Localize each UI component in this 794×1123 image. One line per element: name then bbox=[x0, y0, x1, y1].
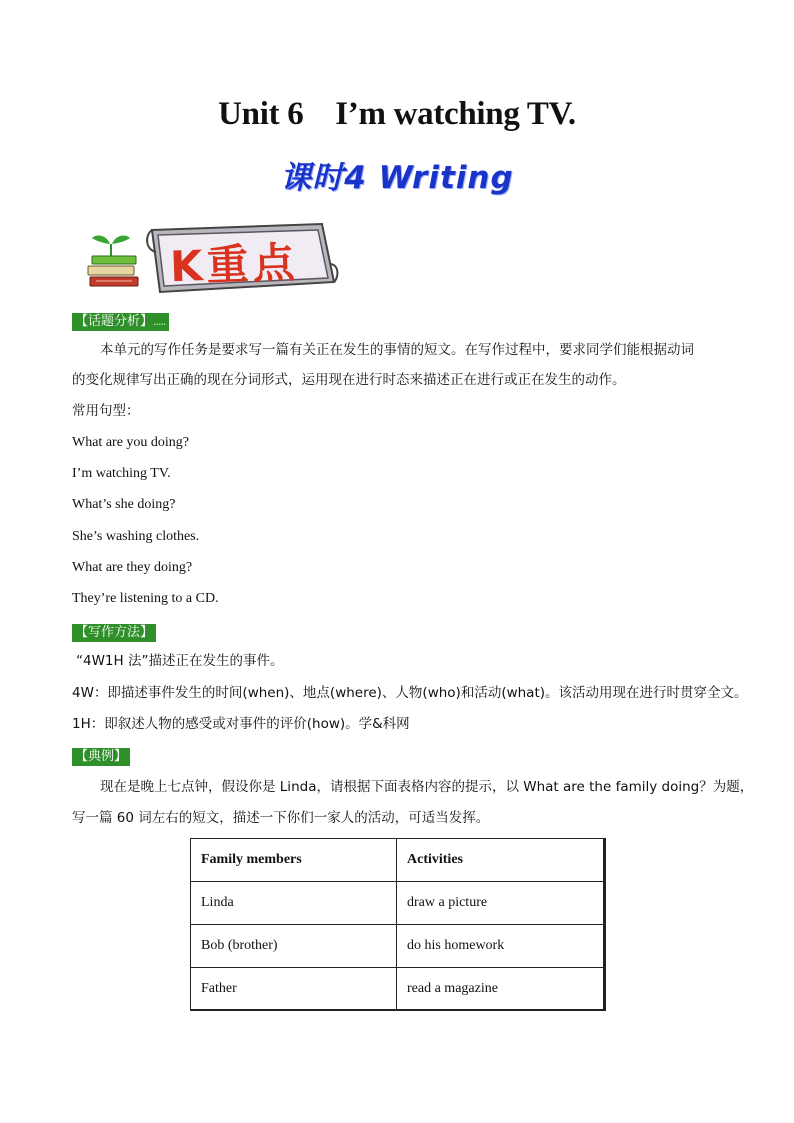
section-topic-analysis-tag bbox=[72, 310, 169, 331]
table-cell: do his homework bbox=[397, 925, 604, 968]
pattern-sentence: What are you doing? bbox=[72, 435, 190, 450]
method-line: 4W：即描述事件发生的时间(when)、地点(where)、人物(who)和活动(what)。该活动用现在进行时贯穿全文。 bbox=[72, 685, 748, 701]
pattern-sentence: What are they doing? bbox=[72, 560, 193, 575]
table-shadow bbox=[190, 1009, 606, 1011]
table-cell: Bob (brother) bbox=[191, 925, 397, 968]
table-header-cell: Family members bbox=[191, 839, 397, 882]
pattern-sentence: I’m watching TV. bbox=[72, 466, 171, 481]
page-title: Unit 6 I’m watching TV. bbox=[218, 96, 576, 132]
family-activities-table bbox=[190, 838, 604, 1011]
table-cell: Linda bbox=[191, 882, 397, 925]
pattern-sentence: They’re listening to a CD. bbox=[72, 591, 219, 606]
table-cell: Father bbox=[191, 968, 397, 1011]
section-writing-method-tag bbox=[72, 621, 156, 642]
table-shadow bbox=[603, 838, 606, 1011]
method-line: 1H：即叙述人物的感受或对事件的评价(how)。学&科网 bbox=[72, 716, 410, 732]
paragraph-line: 的变化规律写出正确的现在分词形式，运用现在进行时态来描述正在进行或正在发生的动作。 bbox=[72, 372, 626, 388]
table-row bbox=[191, 968, 604, 1011]
table-row bbox=[191, 925, 604, 968]
section-example-tag bbox=[72, 745, 130, 766]
table-header-cell: Activities bbox=[397, 839, 604, 882]
example-prompt-line: 现在是晚上七点钟，假设你是 Linda，请根据下面表格内容的提示，以 What are the family doing？为题， bbox=[100, 779, 754, 795]
method-line: “4W1H 法”描述正在发生的事件。 bbox=[76, 653, 284, 669]
key-points-banner bbox=[86, 222, 340, 298]
example-prompt-line: 写一篇 60 词左右的短文，描述一下你们一家人的活动，可适当发挥。 bbox=[72, 810, 490, 826]
tag-text: 【话题分析】 bbox=[75, 314, 154, 329]
page-subtitle: 课时4 Writing bbox=[280, 160, 514, 196]
tag-text: 【写作方法】 bbox=[72, 624, 156, 642]
pattern-sentence: What’s she doing? bbox=[72, 497, 176, 512]
table-cell: read a magazine bbox=[397, 968, 604, 1011]
tag-text: 【典例】 bbox=[72, 748, 130, 766]
patterns-label: 常用句型： bbox=[72, 403, 140, 419]
table-cell: draw a picture bbox=[397, 882, 604, 925]
pattern-sentence: She’s washing clothes. bbox=[72, 529, 200, 544]
table-row bbox=[191, 882, 604, 925]
table-header-row bbox=[191, 839, 604, 882]
paragraph-line: 本单元的写作任务是要求写一篇有关正在发生的事情的短文。在写作过程中，要求同学们能根据动词 bbox=[100, 342, 694, 358]
tag-trail: ..... bbox=[153, 315, 166, 328]
key-points-label: K重点 bbox=[169, 237, 300, 292]
